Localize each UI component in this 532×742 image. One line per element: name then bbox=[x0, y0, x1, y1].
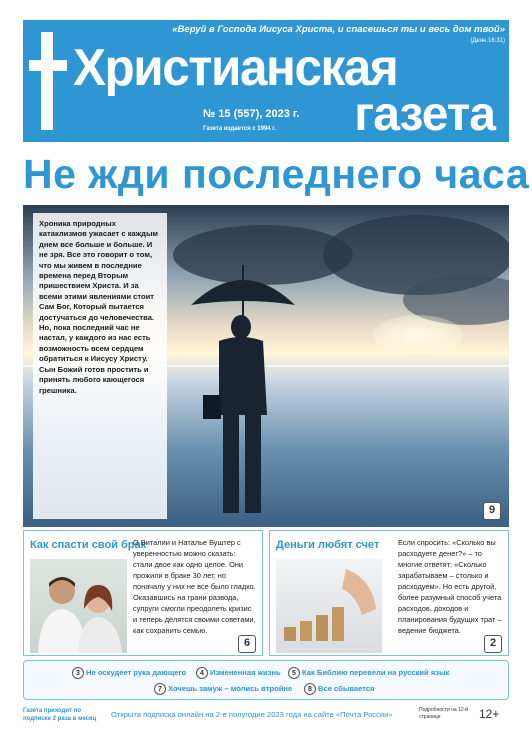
motto: «Веруй в Господа Иисуса Христа, и спасешься ты и весь дом твой» bbox=[172, 24, 505, 35]
article-text: О Виталии и Наталье Буштер с уверенностью можно сказать: стали двое как одно целое. Они прожили в браке 30 лет, но поначалу у них не все было гладко. Оказавшись на грани развода, супруги смогли преодолеть кризис и теперь делятся своими советами, как сохранить семью. bbox=[133, 538, 256, 635]
footer-frequency: Газета приходит по подписке 2 раза в месяц bbox=[23, 708, 97, 722]
cross-icon-bar bbox=[29, 60, 67, 71]
coins-photo bbox=[276, 559, 382, 653]
footer-details: Подробности на 12-й странице bbox=[419, 707, 469, 720]
cross-icon bbox=[41, 32, 53, 130]
newspaper-title: Христианская bbox=[73, 39, 398, 97]
article-title: Как спасти свой брак bbox=[30, 539, 147, 551]
man-with-umbrella-image bbox=[183, 245, 303, 515]
teaser: 5 Как Библию перевели на русский язык bbox=[288, 667, 449, 679]
masthead bbox=[23, 20, 509, 142]
article-marriage bbox=[23, 530, 263, 656]
lead-text: Хроника природных катаклизмов ужасает с каждым днем все больше и больше. И не зря. Все это говорит о том, что мы живем в последние времена перед Вторым пришествием Христа. И за всеми этими явлениями стоит Сам Бог, Который пытается достучаться до человечества. Но, пока последний час не настал, у каждого из нас есть возможность всем сердцем обратиться к Иисусу Христу. Сын Божий готов простить и принять любого кающегося грешника. bbox=[39, 219, 159, 395]
couple-photo bbox=[30, 559, 127, 653]
page-ref: 6 bbox=[238, 635, 256, 653]
issue-number: № 15 (557), 2023 г. bbox=[203, 108, 300, 120]
motto-reference: (Деян.16:31) bbox=[470, 38, 505, 44]
teasers-bar bbox=[23, 660, 509, 700]
footer-subscription: Открыта подписка онлайн на 2-е полугодие 2023 года на сайте «Почта России» bbox=[111, 710, 393, 719]
teaser: 3 Не оскудеет рука дающего bbox=[72, 667, 186, 679]
teaser: 7 Хочешь замуж – молись втройне bbox=[154, 683, 292, 695]
article-text: Если спросить: «Сколько вы расходуете денег?» – то многие ответят: «Сколько зарабатываем – столько и расходуем». Но есть другой, более разумный способ учета расходов, доходов и планирования будущих трат – ведение бюджета. bbox=[398, 538, 502, 635]
article-money bbox=[269, 530, 509, 656]
newspaper-title-line2: газета bbox=[354, 88, 495, 141]
footer bbox=[23, 705, 509, 733]
main-headline: Не жди последнего часа bbox=[23, 151, 530, 197]
page-ref-lead: 9 bbox=[483, 502, 501, 520]
teaser: 4 Измененная жизнь bbox=[196, 667, 281, 679]
lead-text-box bbox=[33, 213, 167, 519]
teaser: 8 Все сбывается bbox=[304, 683, 375, 695]
article-title: Деньги любят счет bbox=[276, 539, 380, 551]
cover-photo bbox=[23, 205, 509, 527]
founded-note: Газета издается с 1994 г. bbox=[203, 126, 276, 132]
page-ref: 2 bbox=[484, 635, 502, 653]
age-rating: 12+ bbox=[479, 707, 500, 721]
